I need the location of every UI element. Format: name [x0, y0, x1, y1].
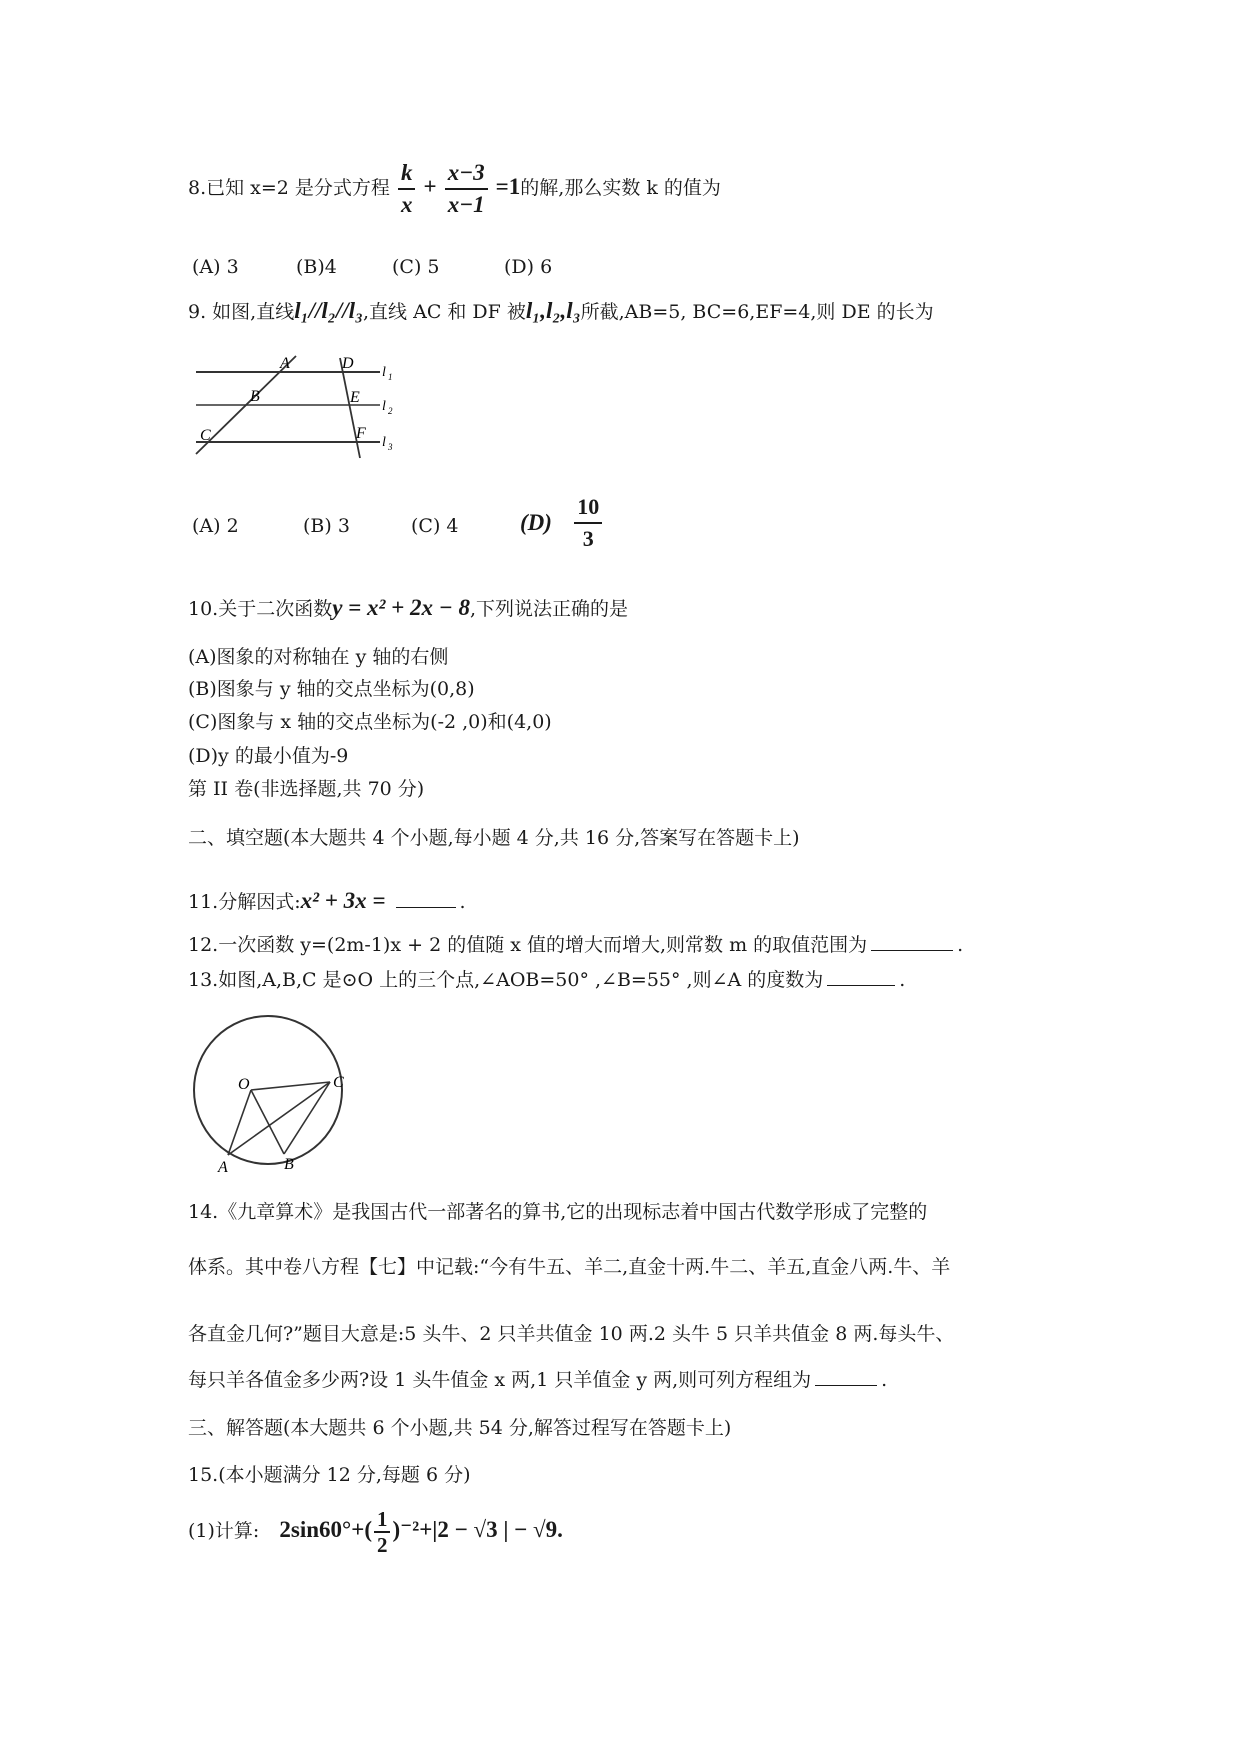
q9-option-a: (A) 2 [192, 515, 239, 537]
q13-segment-oc [251, 1082, 330, 1090]
q13-label-a: A [218, 1159, 228, 1174]
q9-suffix: 所截,AB=5, BC=6,EF=4,则 DE 的长为 [580, 301, 934, 323]
q9-middle: ,直线 AC 和 DF 被 [363, 301, 526, 323]
q13-text: 13.如图,A,B,C 是⊙O 上的三个点,∠AOB=50° ,∠B=55° ,则∠A 的度数为 [188, 969, 824, 991]
q14-line-1: 14.《九章算术》是我国古代一部著名的算书,它的出现标志着中国古代数学形成了完整的 [188, 1201, 928, 1223]
q9-option-d-num: 10 [574, 492, 602, 524]
q9-prefix: 9. 如图,直线 [188, 301, 295, 323]
q9-label-b: B [250, 388, 260, 405]
q11-prefix: 11.分解因式: [188, 891, 301, 913]
q10-function: y = x² + 2x − 8 [332, 595, 470, 620]
q8-suffix: 的解,那么实数 k 的值为 [520, 177, 721, 199]
q9-lines: l₁,l₂,l₃ [525, 298, 581, 323]
q13-circle-figure [180, 1012, 360, 1174]
q15-sub1-exponent: )⁻² [392, 1517, 420, 1542]
q13-label-c: C [333, 1074, 344, 1091]
q9-stem [188, 297, 934, 326]
q8-frac1-den: x [400, 192, 413, 217]
q14-line-4 [188, 1366, 887, 1394]
q10-option-b: (B)图象与 y 轴的交点坐标为(0,8) [188, 678, 475, 700]
q10-suffix: ,下列说法正确的是 [469, 598, 629, 620]
q13-answer-blank [827, 984, 895, 986]
q10-stem [188, 594, 628, 623]
q15-sub1-sin-term: 2sin60° [279, 1517, 352, 1542]
part-2-title: 二、填空题(本大题共 4 个小题,每小题 4 分,共 16 分,答案写在答题卡上) [188, 827, 800, 849]
q13-label-b: B [284, 1156, 294, 1173]
q14-period: . [881, 1369, 888, 1391]
q15-sub1-prefix: (1)计算: [188, 1520, 260, 1542]
q8-option-a: (A) 3 [192, 256, 239, 278]
q8-frac2-den: x−1 [447, 192, 485, 217]
q11-expression: x² + 3x = [300, 888, 386, 913]
q9-label-c: C [200, 427, 211, 444]
q13-segment-oa [228, 1090, 251, 1155]
q9-label-l2-sub: 2 [388, 406, 393, 416]
q9-label-d: D [342, 355, 354, 372]
q8-prefix: 8.已知 x=2 是分式方程 [188, 177, 390, 199]
q10-option-c: (C)图象与 x 轴的交点坐标为(-2 ,0)和(4,0) [188, 711, 552, 733]
q15-title: 15.(本小题满分 12 分,每题 6 分) [188, 1464, 471, 1486]
q8-option-c: (C) 5 [392, 256, 440, 278]
section-2-title: 第 II 卷(非选择题,共 70 分) [188, 778, 425, 800]
q9-label-e: E [350, 389, 360, 406]
part-3-title: 三、解答题(本大题共 6 个小题,共 54 分,解答过程写在答题卡上) [188, 1417, 732, 1439]
q9-option-d-den: 3 [582, 526, 594, 551]
q9-options [192, 512, 522, 540]
q9-option-d-label: (D) [520, 510, 552, 535]
q10-option-a: (A)图象的对称轴在 y 轴的右侧 [188, 646, 449, 668]
q12-stem [188, 931, 963, 959]
q8-stem [188, 158, 721, 220]
q10-option-d: (D)y 的最小值为-9 [188, 745, 349, 767]
q13-segment-ob [251, 1090, 284, 1154]
q15-sub1-fraction [374, 1507, 391, 1557]
q14-line-2: 体系。其中卷八方程【七】中记载:“今有牛五、羊二,直金十两.牛二、羊五,直金八两.牛、羊 [188, 1256, 951, 1278]
q14-line-4-text: 每只羊各值金多少两?设 1 头牛值金 x 两,1 只羊值金 y 两,则可列方程组为 [188, 1369, 812, 1391]
q15-sub1-plus-paren: +( [351, 1517, 372, 1542]
q14-line-3: 各直金几何?”题目大意是:5 头牛、2 只羊共值金 10 两.2 头牛 5 只羊共值金 8 两.每头牛、 [188, 1323, 955, 1345]
q15-sub1-abs-term: +|2 − √3 | − √9. [419, 1517, 563, 1542]
q9-parallel-lines: l₁//l₂//l₃ [294, 298, 364, 323]
q8-equals: =1 [495, 174, 521, 199]
q8-fraction-1 [398, 158, 416, 220]
q8-fraction-2 [445, 158, 488, 220]
q8-plus: + [423, 174, 437, 199]
q9-figure [190, 350, 410, 460]
q15-sub1 [188, 1502, 563, 1559]
q8-frac1-num: k [398, 158, 416, 190]
q11-answer-blank [396, 906, 456, 908]
q13-period: . [899, 969, 906, 991]
q15-sub1-frac-den: 2 [376, 1533, 388, 1557]
q9-label-l2: l [382, 399, 386, 414]
q12-period: . [957, 934, 964, 956]
q9-label-l1-sub: 1 [388, 372, 393, 382]
q9-label-l3-sub: 3 [388, 442, 393, 452]
q14-answer-blank [815, 1384, 877, 1386]
q8-frac2-num: x−3 [445, 158, 488, 190]
q13-segment-bc [284, 1082, 330, 1154]
q9-label-l1: l [382, 365, 386, 380]
q12-text: 12.一次函数 y=(2m-1)x + 2 的值随 x 值的增大而增大,则常数 m 的取值范围为 [188, 934, 868, 956]
q10-prefix: 10.关于二次函数 [188, 598, 333, 620]
q9-option-d [520, 492, 604, 554]
q12-answer-blank [871, 949, 953, 951]
q8-option-b: (B)4 [296, 256, 337, 278]
q11-period: . [459, 891, 466, 913]
q15-sub1-frac-num: 1 [374, 1507, 391, 1533]
q13-stem [188, 966, 905, 994]
q9-option-b: (B) 3 [303, 515, 350, 537]
q13-label-o: O [238, 1076, 250, 1093]
q8-option-d: (D) 6 [504, 256, 553, 278]
q9-option-d-fraction [574, 492, 602, 554]
q9-label-f: F [356, 425, 366, 442]
q8-options [192, 253, 552, 281]
q9-label-l3: l [382, 435, 386, 450]
q9-option-c: (C) 4 [411, 515, 459, 537]
q9-label-a: A [280, 355, 290, 372]
q11-stem [188, 887, 466, 916]
